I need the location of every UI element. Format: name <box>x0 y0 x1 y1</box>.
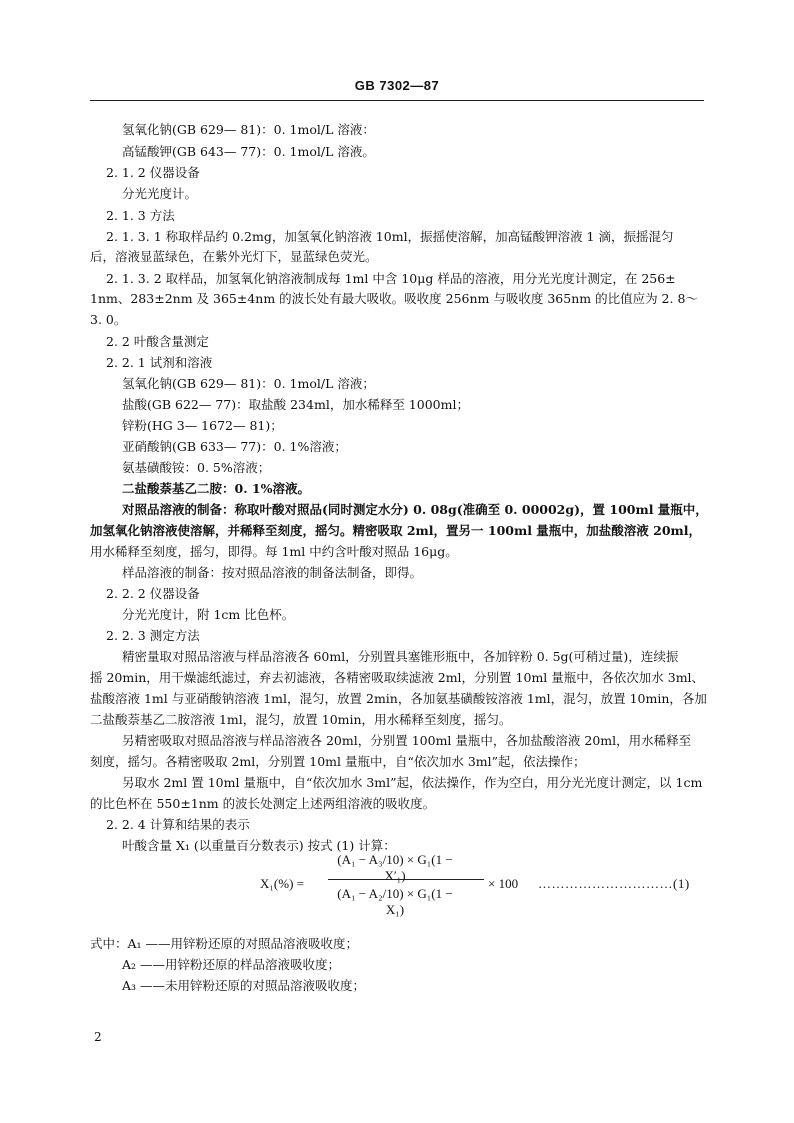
equation-1 <box>260 852 710 917</box>
page-number: 2 <box>94 1030 102 1044</box>
text-line: 另精密吸取对照品溶液与样品溶液各 20ml，分别置 100ml 量瓶中，各加盐酸溶液 20ml，用水稀释至 <box>122 733 692 748</box>
definition-line: 式中：A₁ ——用锌粉还原的对照品溶液吸收度； <box>90 936 359 951</box>
text-line: 氢氧化钠(GB 629— 81)：0. 1mol/L 溶液： <box>122 122 375 137</box>
section-heading: 2. 2. 2 仪器设备 <box>106 586 200 601</box>
section-heading: 2. 1. 2 仪器设备 <box>106 165 200 180</box>
text-line: 的比色杯在 550±1nm 的波长处测定上述两组溶液的吸收度。 <box>90 796 436 811</box>
text-line: 氨基磺酸铵：0. 5%溶液； <box>122 460 271 475</box>
text-line: 后，溶液显蓝绿色，在紫外光灯下，显蓝绿色荧光。 <box>90 249 378 264</box>
text-line: 刻度，摇匀。各精密吸取 2ml，分别置 10ml 量瓶中，自“依次加水 3ml”起，依法操作； <box>90 754 586 769</box>
definition-line: A₃ ——未用锌粉还原的对照品溶液吸收度； <box>122 978 366 993</box>
text-line: 另取水 2ml 置 10ml 量瓶中，自“依次加水 3ml”起，依法操作，作为空白，用分光光度计测定，以 1cm <box>122 775 703 790</box>
page-header: GB 7302—87 <box>354 78 440 93</box>
text-line: 分光光度计，附 1cm 比色杯。 <box>122 607 295 622</box>
equation-lhs: X₁(%) = <box>260 876 304 891</box>
section-heading: 2. 2 叶酸含量测定 <box>106 334 209 349</box>
text-line: 对照品溶液的制备：称取叶酸对照品(同时测定水分) 0. 08g(准确至 0. 00002g)，置 100ml 量瓶中， <box>122 502 708 517</box>
text-line: 锌粉(HG 3— 1672— 81)； <box>122 418 283 433</box>
definition-line: A₂ ——用锌粉还原的样品溶液吸收度； <box>122 957 341 972</box>
equation-multiplier: × 100 <box>488 876 519 891</box>
text-line: 盐酸溶液 1ml 与亚硝酸钠溶液 1ml，混匀，放置 2min，各加氨基磺酸铵溶液 1ml，混匀，放置 10min，各加 <box>90 691 707 706</box>
equation-numerator: (A₁ − A₃/10) × G₁(1 − X′₁) <box>337 852 453 883</box>
text-line: 叶酸含量 X₁ (以重量百分数表示) 按式 (1) 计算： <box>122 838 396 853</box>
text-line: 亚硝酸钠(GB 633— 77)：0. 1%溶液； <box>122 439 347 454</box>
equation-number: …………………………(1) <box>538 876 690 891</box>
text-line: 样品溶液的制备：按对照品溶液的制备法制备，即得。 <box>122 565 423 580</box>
equation-denominator: (A₁ − A₂/10) × G₁(1 − X₁) <box>337 886 453 917</box>
text-line: 分光光度计。 <box>122 186 198 201</box>
text-line: 二盐酸萘基乙二胺：0. 1%溶液。 <box>122 481 310 496</box>
section-heading: 2. 2. 4 计算和结果的表示 <box>106 817 250 832</box>
section-heading: 2. 2. 1 试剂和溶液 <box>106 355 213 370</box>
section-heading: 2. 2. 3 测定方法 <box>106 628 200 643</box>
text-line: 1nm、283±2nm 及 365±4nm 的波长处有最大吸收。吸收度 256nm 与吸收度 365nm 的比值应为 2. 8～ <box>90 291 698 306</box>
fraction-bar <box>328 879 484 880</box>
text-line: 用水稀释至刻度，摇匀，即得。每 1ml 中约含叶酸对照品 16μg。 <box>90 544 458 559</box>
text-line: 加氢氧化钠溶液使溶解，并稀释至刻度，摇匀。精密吸取 2ml，置另一 100ml 量瓶中，加盐酸溶液 20ml， <box>90 523 702 538</box>
text-line: 2. 1. 3. 1 称取样品约 0.2mg，加氢氧化钠溶液 10ml，振摇使溶解，加高锰酸钾溶液 1 滴，振摇混匀 <box>106 229 674 244</box>
text-line: 3. 0。 <box>90 312 127 327</box>
text-line: 氢氧化钠(GB 629— 81)：0. 1mol/L 溶液； <box>122 376 375 391</box>
text-line: 摇 20min，用干燥滤纸滤过，弃去初滤液，各精密吸取续滤液 2ml，分别置 10ml 量瓶中，各依次加水 3ml、 <box>90 670 705 685</box>
text-line: 二盐酸萘基乙二胺溶液 1ml，混匀，放置 10min，用水稀释至刻度，摇匀。 <box>90 712 512 727</box>
text-line: 2. 1. 3. 2 取样品，加氢氧化钠溶液制成每 1ml 中含 10μg 样品的溶液，用分光光度计测定，在 256± <box>106 271 676 286</box>
text-line: 精密量取对照品溶液与样品溶液各 60ml，分别置具塞锥形瓶中，各加锌粉 0. 5g(可稍过量)，连续振 <box>122 649 679 664</box>
section-heading: 2. 1. 3 方法 <box>106 208 175 223</box>
text-line: 高锰酸钾(GB 643— 77)：0. 1mol/L 溶液。 <box>122 144 375 159</box>
text-line: 盐酸(GB 622— 77)：取盐酸 234ml，加水稀释至 1000ml； <box>122 397 469 412</box>
header-rule <box>90 100 704 101</box>
